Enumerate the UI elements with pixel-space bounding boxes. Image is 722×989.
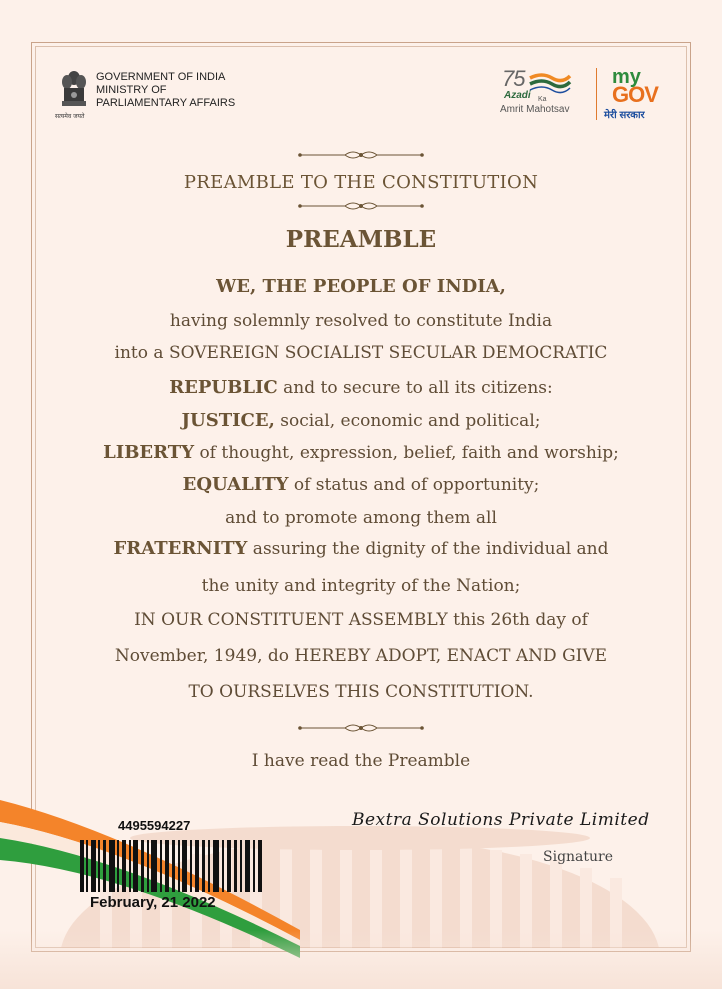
mygov-gov: GOV xyxy=(612,82,658,107)
tricolor-wave-icon xyxy=(528,72,572,94)
preamble-line xyxy=(0,342,722,363)
preamble-line xyxy=(0,507,722,528)
preamble-line-text: the unity and integrity of the Nation; xyxy=(201,576,521,596)
preamble-line-bold: FRATERNITY xyxy=(113,538,248,559)
preamble-line xyxy=(0,575,722,596)
preamble-line-text: social, economic and political; xyxy=(274,411,541,431)
preamble-line-text: of thought, expression, belief, faith and worship; xyxy=(194,443,619,463)
preamble-line-text: into a SOVEREIGN SOCIALIST SECULAR DEMOCRATIC xyxy=(114,343,608,363)
signature-company-name: Bextra Solutions Private Limited xyxy=(352,810,650,830)
signature-label: Signature xyxy=(543,849,614,865)
preamble-line xyxy=(0,645,722,666)
gov-line-2: MINISTRY OF xyxy=(96,84,167,96)
ornament-divider-icon xyxy=(297,200,425,212)
preamble-line xyxy=(0,276,722,297)
preamble-line-text: and to secure to all its citizens: xyxy=(277,378,553,398)
preamble-line xyxy=(0,609,722,630)
preamble-heading: PREAMBLE xyxy=(285,226,437,253)
preamble-line xyxy=(0,442,722,463)
ornament-divider-icon xyxy=(297,722,425,734)
aka-line-3: Amrit Mahotsav xyxy=(500,104,570,115)
aka-line-1: Azadi xyxy=(504,90,531,101)
mygov-logo xyxy=(602,66,672,124)
read-statement: I have read the Preamble xyxy=(251,751,471,771)
preamble-line-text: having solemnly resolved to constitute India xyxy=(169,311,553,331)
preamble-line-bold: WE, THE PEOPLE OF INDIA, xyxy=(216,276,506,297)
aka-line-2: Ka xyxy=(538,96,547,103)
bottom-fade xyxy=(0,930,722,989)
gov-line-3: PARLIAMENTARY AFFAIRS xyxy=(96,97,236,109)
azadi-ka-amrit-mahotsav-logo xyxy=(500,66,575,120)
preamble-line-text: TO OURSELVES THIS CONSTITUTION. xyxy=(188,682,534,702)
preamble-line xyxy=(0,410,722,431)
preamble-line-bold: EQUALITY xyxy=(182,474,289,495)
certificate-date: February, 21 2022 xyxy=(90,894,216,911)
preamble-line-bold: LIBERTY xyxy=(103,442,195,463)
preamble-line xyxy=(0,474,722,495)
mygov-hindi: मेरी सरकार xyxy=(604,110,645,121)
certificate-number: 4495594227 xyxy=(118,818,191,833)
preamble-line-text: IN OUR CONSTITUENT ASSEMBLY this 26th day of xyxy=(134,610,588,630)
emblem-caption: सत्यमेव जयते xyxy=(55,113,85,120)
aka-number: 75 xyxy=(502,66,525,91)
preamble-line-text: and to promote among them all xyxy=(225,508,497,528)
gov-line-1: GOVERNMENT OF INDIA xyxy=(96,71,226,83)
ministry-name xyxy=(96,71,235,110)
preamble-line-bold: REPUBLIC xyxy=(169,377,278,398)
preamble-line-bold: JUSTICE, xyxy=(181,410,275,431)
mygov-my: my xyxy=(612,66,641,88)
preamble-line-text: assuring the dignity of the individual and xyxy=(247,539,609,559)
preamble-line xyxy=(0,538,722,559)
ornament-divider-icon xyxy=(297,149,425,161)
preamble-line xyxy=(0,310,722,331)
logo-divider xyxy=(596,68,597,120)
barcode-icon xyxy=(80,840,262,892)
preamble-line-text: November, 1949, do HEREBY ADOPT, ENACT AND GIVE xyxy=(114,646,608,666)
preamble-line-text: of status and of opportunity; xyxy=(288,475,540,495)
preamble-line xyxy=(0,681,722,702)
preamble-line xyxy=(0,377,722,398)
document-title: PREAMBLE TO THE CONSTITUTION xyxy=(183,172,539,193)
